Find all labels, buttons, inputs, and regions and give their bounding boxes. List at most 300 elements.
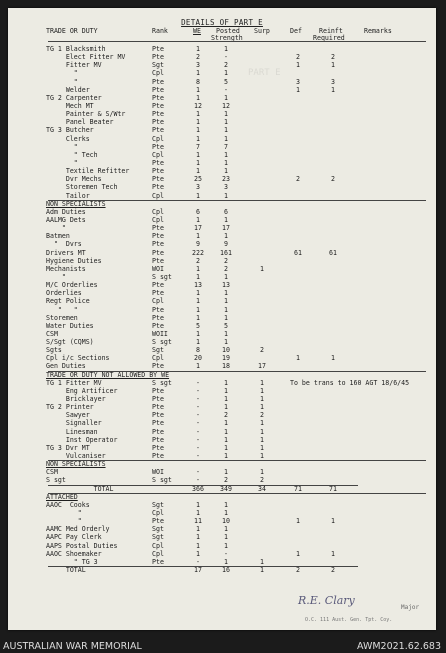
- surplus-cell: 34: [258, 484, 266, 493]
- we-cell: 1: [196, 509, 200, 518]
- duty-cell: Regt Police: [46, 297, 90, 306]
- posted-cell: 1: [224, 191, 228, 200]
- we-cell: 1: [196, 167, 200, 176]
- table-row: [8, 338, 436, 346]
- we-cell: 1: [196, 264, 200, 273]
- rank-cell: Pte: [152, 557, 164, 566]
- section-header-row: [8, 200, 436, 208]
- we-cell: 1: [196, 85, 200, 94]
- table-row: [8, 436, 436, 444]
- table-row: [8, 61, 436, 69]
- table-row: [8, 322, 436, 330]
- we-cell: 1: [196, 297, 200, 306]
- we-cell: 8: [196, 77, 200, 86]
- section-rule: [48, 200, 426, 201]
- we-cell: 222: [192, 248, 204, 257]
- posted-cell: 1: [224, 297, 228, 306]
- rank-cell: Pte: [152, 395, 164, 404]
- duty-cell: " Dvrs: [46, 240, 82, 249]
- we-cell: 17: [194, 224, 202, 233]
- rank-cell: Pte: [152, 362, 164, 371]
- table-row: [8, 69, 436, 77]
- rank-cell: Pte: [152, 142, 164, 151]
- we-cell: 11: [194, 517, 202, 526]
- table-row: [8, 558, 436, 566]
- table-row: [8, 265, 436, 273]
- duty-cell: ": [46, 224, 66, 233]
- posted-cell: 1: [224, 150, 228, 159]
- deficiency-cell: 1: [296, 354, 300, 363]
- rank-cell: Sgt: [152, 61, 164, 70]
- posted-cell: 17: [222, 224, 230, 233]
- we-cell: -: [196, 386, 200, 395]
- duty-cell: Orderlies: [46, 289, 82, 298]
- table-row: [8, 411, 436, 419]
- reinforcement-cell: 1: [331, 549, 335, 558]
- posted-cell: 1: [224, 452, 228, 461]
- posted-cell: 1: [224, 329, 228, 338]
- surplus-cell: 1: [260, 395, 264, 404]
- table-row: [8, 444, 436, 452]
- rank-cell: S sgt: [152, 338, 172, 347]
- duty-cell: TG 2 Printer: [46, 403, 94, 412]
- duty-cell: Storemen: [46, 313, 78, 322]
- table-row: [8, 314, 436, 322]
- rank-cell: Pte: [152, 93, 164, 102]
- rank-cell: Cpl: [152, 297, 164, 306]
- we-cell: 2: [196, 256, 200, 265]
- header-rank: Rank: [152, 27, 168, 35]
- table-row: [8, 428, 436, 436]
- deficiency-cell: 1: [296, 61, 300, 70]
- table-row: [8, 45, 436, 53]
- we-cell: 8: [196, 346, 200, 355]
- duty-cell: TG 1 Fitter MV: [46, 378, 102, 387]
- we-cell: 7: [196, 142, 200, 151]
- surplus-cell: 17: [258, 362, 266, 371]
- rank-cell: Sgt: [152, 346, 164, 355]
- rank-cell: Pte: [152, 101, 164, 110]
- remarks-cell: To be trans to 160 AGT 18/6/45: [290, 378, 410, 387]
- duty-cell: S/Sgt (CQMS): [46, 338, 94, 347]
- table-row: [8, 118, 436, 126]
- section-rule: [48, 493, 426, 494]
- table-row: [8, 297, 436, 305]
- posted-cell: 1: [224, 419, 228, 428]
- rank-cell: Pte: [152, 305, 164, 314]
- posted-cell: 10: [222, 517, 230, 526]
- posted-cell: 1: [224, 93, 228, 102]
- posted-cell: 1: [224, 118, 228, 127]
- duty-cell: Signaller: [46, 419, 102, 428]
- we-cell: 1: [196, 232, 200, 241]
- document-page: [8, 8, 436, 630]
- posted-cell: 1: [224, 427, 228, 436]
- table-row: [8, 281, 436, 289]
- duty-cell: Hygiene Duties: [46, 256, 102, 265]
- we-cell: 1: [196, 338, 200, 347]
- table-row: [8, 167, 436, 175]
- rank-cell: Cpl: [152, 150, 164, 159]
- we-cell: 13: [194, 281, 202, 290]
- table-row: [8, 159, 436, 167]
- table-row: [8, 126, 436, 134]
- duty-cell: Gen Duties: [46, 362, 86, 371]
- table-row: [8, 240, 436, 248]
- posted-cell: 349: [220, 484, 232, 493]
- duty-cell: CSM: [46, 329, 58, 338]
- we-cell: 3: [196, 183, 200, 192]
- deficiency-cell: 3: [296, 77, 300, 86]
- header-trade: TRADE OR DUTY: [46, 27, 98, 35]
- duty-cell: ": [46, 158, 78, 167]
- posted-cell: 1: [224, 158, 228, 167]
- table-row: [8, 525, 436, 533]
- table-row: [8, 257, 436, 265]
- posted-cell: 1: [224, 110, 228, 119]
- rank-cell: Pte: [152, 517, 164, 526]
- rank-cell: Sgt: [152, 500, 164, 509]
- rank-cell: Pte: [152, 313, 164, 322]
- duty-cell: ": [46, 142, 78, 151]
- table-row: [8, 395, 436, 403]
- rank-cell: Pte: [152, 183, 164, 192]
- we-cell: 25: [194, 175, 202, 184]
- table-row: [8, 419, 436, 427]
- rank-cell: Pte: [152, 256, 164, 265]
- table-row: [8, 362, 436, 370]
- rank-cell: Pte: [152, 45, 164, 53]
- section-header-row: [8, 493, 436, 501]
- table-row: [8, 224, 436, 232]
- duty-cell: Eng Artificer: [46, 386, 118, 395]
- surplus-cell: 1: [260, 419, 264, 428]
- we-cell: 1: [196, 45, 200, 53]
- duty-cell: ": [46, 272, 66, 281]
- rank-cell: Pte: [152, 386, 164, 395]
- reinforcement-cell: 1: [331, 354, 335, 363]
- header-surp: Surp: [254, 27, 270, 35]
- duty-cell: Panel Beater: [46, 118, 114, 127]
- posted-cell: 12: [222, 101, 230, 110]
- rank-cell: Pte: [152, 167, 164, 176]
- duty-cell: Linesman: [46, 427, 98, 436]
- duty-cell: Cpl i/c Sections: [46, 354, 110, 363]
- section-header-row: [8, 460, 436, 468]
- duty-cell: Inst Operator: [46, 435, 118, 444]
- surplus-cell: 1: [260, 566, 264, 574]
- reinforcement-cell: 2: [331, 566, 335, 574]
- reinforcement-cell: 1: [331, 517, 335, 526]
- table-row: [8, 330, 436, 338]
- reinforcement-cell: 2: [331, 175, 335, 184]
- rank-cell: Pte: [152, 175, 164, 184]
- posted-cell: 1: [224, 134, 228, 143]
- table-row: [8, 509, 436, 517]
- rank-cell: Cpl: [152, 549, 164, 558]
- table-row: [8, 517, 436, 525]
- duty-cell: Dvr Mechs: [46, 175, 102, 184]
- posted-cell: 1: [224, 533, 228, 542]
- we-cell: 6: [196, 207, 200, 216]
- table-row: [8, 346, 436, 354]
- duty-cell: CSM: [46, 468, 58, 477]
- posted-cell: 1: [224, 435, 228, 444]
- rank-cell: Pte: [152, 443, 164, 452]
- posted-cell: 1: [224, 500, 228, 509]
- duty-cell: AAMC Med Orderly: [46, 525, 110, 534]
- duty-cell: AALMG Dets: [46, 215, 86, 224]
- footer-accession: AWM2021.62.683: [356, 641, 441, 652]
- section-header-row: [8, 371, 436, 379]
- rank-cell: WOI: [152, 468, 164, 477]
- signature-rank: Major: [401, 604, 420, 611]
- rank-cell: Pte: [152, 248, 164, 257]
- posted-cell: 2: [224, 61, 228, 70]
- duty-cell: " TG 3: [46, 557, 98, 566]
- rank-cell: Pte: [152, 240, 164, 249]
- posted-cell: 3: [224, 183, 228, 192]
- duty-cell: TG 1 Blacksmith: [46, 45, 106, 53]
- posted-cell: -: [224, 53, 228, 62]
- duty-cell: Storemen Tech: [46, 183, 118, 192]
- duty-cell: Drivers MT: [46, 248, 86, 257]
- rank-cell: Pte: [152, 281, 164, 290]
- we-cell: -: [196, 403, 200, 412]
- posted-cell: 5: [224, 77, 228, 86]
- deficiency-cell: 2: [296, 53, 300, 62]
- posted-cell: 161: [220, 248, 232, 257]
- reinforcement-cell: 1: [331, 61, 335, 70]
- section-rule: [48, 371, 426, 372]
- surplus-cell: 1: [260, 557, 264, 566]
- duty-cell: AAPS Postal Duties: [46, 541, 118, 550]
- duty-cell: ATTACHED: [46, 492, 78, 501]
- posted-cell: 2: [224, 411, 228, 420]
- table-row: [8, 175, 436, 183]
- we-cell: -: [196, 452, 200, 461]
- surplus-cell: 1: [260, 427, 264, 436]
- reinforcement-cell: 2: [331, 53, 335, 62]
- rank-cell: S sgt: [152, 476, 172, 485]
- header-posted: Posted: [216, 27, 240, 35]
- rank-cell: Cpl: [152, 541, 164, 550]
- deficiency-cell: 1: [296, 85, 300, 94]
- we-cell: 1: [196, 150, 200, 159]
- table-row: [8, 110, 436, 118]
- duty-cell: TOTAL: [46, 566, 86, 574]
- duty-cell: Tailor: [46, 191, 90, 200]
- total-rule: [48, 485, 358, 486]
- posted-cell: 2: [224, 476, 228, 485]
- surplus-cell: 1: [260, 386, 264, 395]
- we-cell: 1: [196, 215, 200, 224]
- rank-cell: Pte: [152, 321, 164, 330]
- we-cell: 366: [192, 484, 204, 493]
- posted-cell: 1: [224, 338, 228, 347]
- duty-cell: ": [46, 77, 78, 86]
- surplus-cell: 2: [260, 476, 264, 485]
- rank-cell: Cpl: [152, 354, 164, 363]
- posted-cell: 1: [224, 525, 228, 534]
- we-cell: 12: [194, 101, 202, 110]
- posted-cell: 1: [224, 305, 228, 314]
- rank-cell: Pte: [152, 118, 164, 127]
- table-row: [8, 501, 436, 509]
- we-cell: 2: [196, 53, 200, 62]
- we-cell: 1: [196, 191, 200, 200]
- duty-cell: Bricklayer: [46, 395, 106, 404]
- table-row: [8, 379, 436, 387]
- table-row: [8, 208, 436, 216]
- posted-cell: -: [224, 549, 228, 558]
- table-row: [8, 289, 436, 297]
- rank-cell: Cpl: [152, 191, 164, 200]
- table-row: [8, 306, 436, 314]
- table-row: [8, 151, 436, 159]
- we-cell: 1: [196, 289, 200, 298]
- surplus-cell: 2: [260, 346, 264, 355]
- duty-cell: Painter & S/Wtr: [46, 110, 126, 119]
- posted-cell: 1: [224, 557, 228, 566]
- we-cell: 1: [196, 93, 200, 102]
- we-cell: 1: [196, 272, 200, 281]
- rank-cell: Pte: [152, 411, 164, 420]
- duty-cell: S sgt: [46, 476, 66, 485]
- duty-cell: TOTAL: [46, 484, 114, 493]
- deficiency-cell: 1: [296, 549, 300, 558]
- header-strength: Strength: [211, 34, 243, 42]
- table-row: [8, 78, 436, 86]
- table-row: [8, 403, 436, 411]
- we-cell: -: [196, 395, 200, 404]
- surplus-cell: 1: [260, 452, 264, 461]
- reinforcement-cell: 1: [331, 85, 335, 94]
- table-row: [8, 135, 436, 143]
- header-required: Required: [313, 34, 345, 42]
- posted-cell: 1: [224, 443, 228, 452]
- surplus-cell: 1: [260, 378, 264, 387]
- we-cell: 1: [196, 110, 200, 119]
- duty-cell: ": [46, 509, 82, 518]
- header-remarks: Remarks: [364, 27, 392, 35]
- table-row: [8, 533, 436, 541]
- signature: R.E. Clary: [298, 594, 355, 607]
- duty-cell: Mech MT: [46, 101, 94, 110]
- surplus-cell: 1: [260, 264, 264, 273]
- table-row: [8, 354, 436, 362]
- rank-cell: Sgt: [152, 525, 164, 534]
- table-row: [8, 387, 436, 395]
- posted-cell: 10: [222, 346, 230, 355]
- rank-cell: Pte: [152, 289, 164, 298]
- duty-cell: Adm Duties: [46, 207, 86, 216]
- posted-cell: 9: [224, 240, 228, 249]
- we-cell: 1: [196, 362, 200, 371]
- we-cell: 1: [196, 313, 200, 322]
- duty-cell: TG 2 Carpenter: [46, 93, 102, 102]
- table-row: [8, 143, 436, 151]
- document-title: DETAILS OF PART E: [181, 18, 263, 27]
- table-row: [8, 542, 436, 550]
- header-we: WE: [193, 27, 201, 35]
- duty-cell: ": [46, 517, 82, 526]
- posted-cell: 2: [224, 256, 228, 265]
- duty-cell: Batmen: [46, 232, 70, 241]
- duty-cell: Sgts: [46, 346, 62, 355]
- duty-cell: " Tech: [46, 150, 98, 159]
- rank-cell: S sgt: [152, 272, 172, 281]
- we-cell: 1: [196, 158, 200, 167]
- we-cell: -: [196, 427, 200, 436]
- we-cell: 20: [194, 354, 202, 363]
- table-row: [8, 53, 436, 61]
- rank-cell: S sgt: [152, 378, 172, 387]
- we-cell: -: [196, 476, 200, 485]
- duty-cell: AAOC Cooks: [46, 500, 90, 509]
- rank-cell: Pte: [152, 158, 164, 167]
- posted-cell: 1: [224, 272, 228, 281]
- deficiency-cell: 1: [296, 517, 300, 526]
- we-cell: 1: [196, 533, 200, 542]
- table-row: [8, 102, 436, 110]
- posted-cell: 1: [224, 386, 228, 395]
- posted-cell: 23: [222, 175, 230, 184]
- rank-cell: Cpl: [152, 215, 164, 224]
- reinforcement-cell: 61: [329, 248, 337, 257]
- duty-cell: Elect Fitter MV: [46, 53, 126, 62]
- duty-cell: AAOC Shoemaker: [46, 549, 102, 558]
- total-row: [8, 485, 436, 493]
- we-cell: 1: [196, 126, 200, 135]
- deficiency-cell: 2: [296, 566, 300, 574]
- duty-cell: NON SPECIALISTS: [46, 460, 106, 469]
- posted-cell: 1: [224, 45, 228, 53]
- duty-cell: AAPC Pay Clerk: [46, 533, 102, 542]
- header-rule: [48, 41, 426, 42]
- we-cell: -: [196, 468, 200, 477]
- duty-cell: Welder: [46, 85, 90, 94]
- rank-cell: Cpl: [152, 509, 164, 518]
- table-row: [8, 468, 436, 476]
- we-cell: 3: [196, 61, 200, 70]
- rank-cell: Pte: [152, 110, 164, 119]
- we-cell: 1: [196, 69, 200, 78]
- surplus-cell: 2: [260, 411, 264, 420]
- rank-cell: WOI: [152, 264, 164, 273]
- duty-cell: TRADE OR DUTY NOT ALLOWED BY WE: [46, 370, 170, 379]
- duty-cell: Water Duties: [46, 321, 94, 330]
- table-row: [8, 249, 436, 257]
- duty-cell: ": [46, 69, 78, 78]
- table-row: [8, 232, 436, 240]
- posted-cell: 2: [224, 264, 228, 273]
- we-cell: 1: [196, 329, 200, 338]
- posted-cell: 1: [224, 313, 228, 322]
- table-row: [8, 476, 436, 484]
- we-cell: -: [196, 378, 200, 387]
- rank-cell: Cpl: [152, 69, 164, 78]
- table-row: [8, 94, 436, 102]
- posted-cell: 18: [222, 362, 230, 371]
- reinforcement-cell: 3: [331, 77, 335, 86]
- posted-cell: -: [224, 85, 228, 94]
- posted-cell: 5: [224, 321, 228, 330]
- duty-cell: " ": [46, 305, 78, 314]
- footer-institution: AUSTRALIAN WAR MEMORIAL: [3, 641, 142, 652]
- header-reinf: Reinft: [319, 27, 343, 35]
- bleed-through-text: PART E: [248, 68, 281, 78]
